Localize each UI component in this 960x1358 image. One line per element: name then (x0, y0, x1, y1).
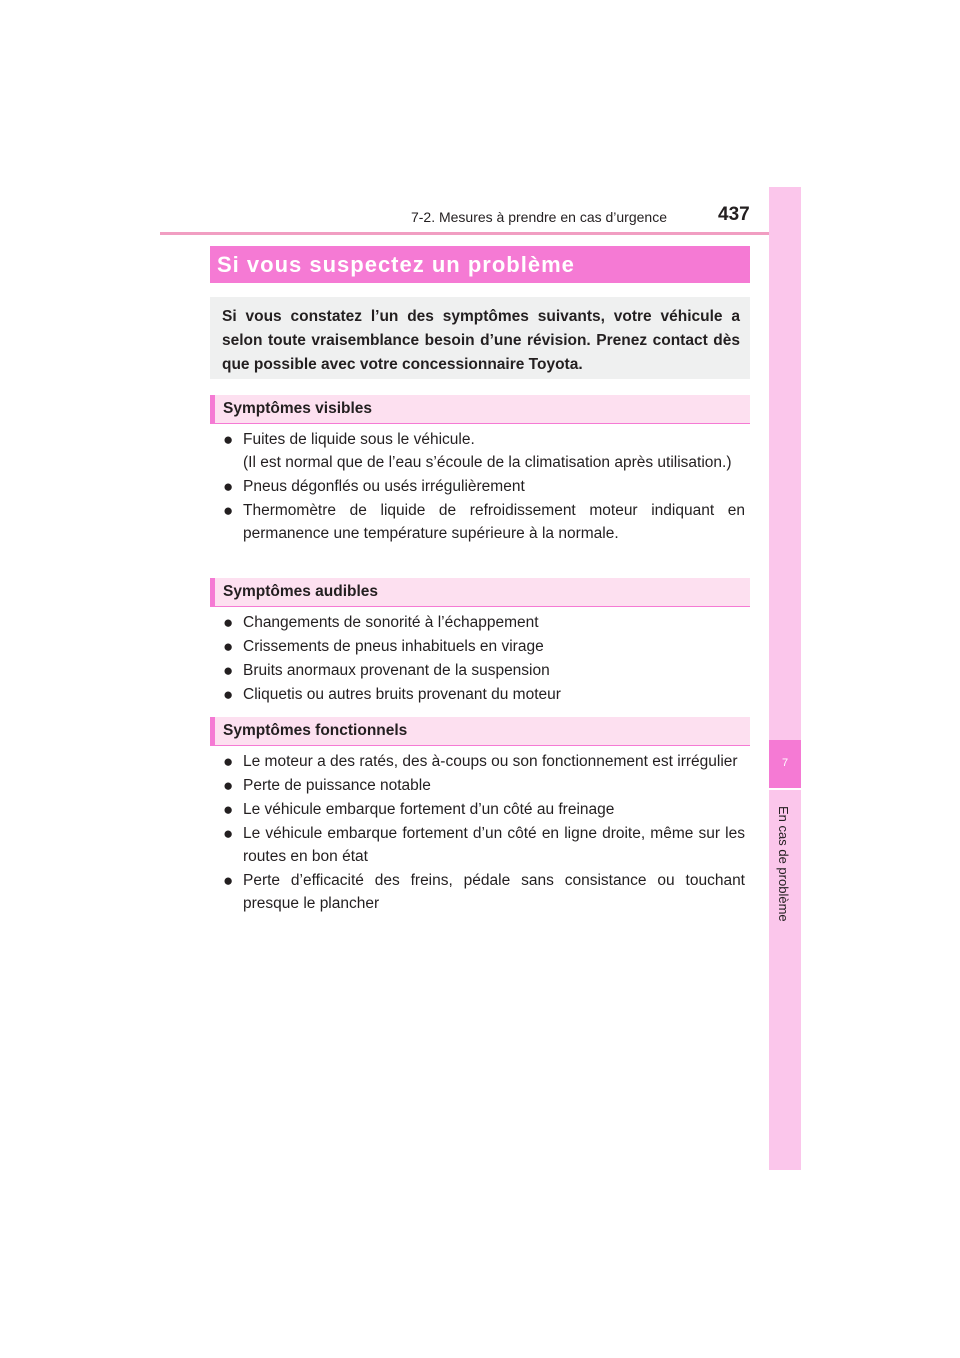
section-heading-label: Symptômes visibles (223, 400, 373, 417)
list-item-text: Perte d’efficacité des freins, pédale sans consistance ou touchant presque le plancher (243, 872, 745, 912)
section-heading-audible (210, 578, 750, 607)
list-item-text: Cliquetis ou autres bruits provenant du moteur (243, 686, 561, 703)
bullet-icon: ● (223, 501, 234, 520)
symptom-list-functional (223, 750, 745, 916)
list-item (223, 428, 745, 474)
section-heading-label: Symptômes audibles (223, 583, 379, 600)
list-item-text: Perte de puissance notable (243, 777, 431, 794)
symptom-list-visible (223, 428, 745, 546)
bullet-icon: ● (223, 685, 234, 704)
list-item (223, 611, 745, 634)
page-number: 437 (718, 204, 750, 225)
intro-text: Si vous constatez l’un des symptômes suivants, votre véhicule a selon toute vraisemblance besoin d’une révision. Prenez contact dès que possible avec votre concessionnaire Toyota. (222, 308, 740, 373)
side-tab-divider (769, 788, 801, 790)
bullet-icon: ● (223, 800, 234, 819)
list-item (223, 798, 745, 821)
list-item-text: Fuites de liquide sous le véhicule. (243, 431, 475, 448)
intro-box (210, 297, 750, 379)
list-item (223, 499, 745, 545)
bullet-icon: ● (223, 871, 234, 890)
list-item-text: Le moteur a des ratés, des à-coups ou son fonctionnement est irrégulier (243, 753, 738, 770)
list-item (223, 659, 745, 682)
bullet-icon: ● (223, 661, 234, 680)
list-item (223, 475, 745, 498)
bullet-icon: ● (223, 430, 234, 449)
bullet-icon: ● (223, 824, 234, 843)
list-item-text: Bruits anormaux provenant de la suspension (243, 662, 550, 679)
list-item-note: (Il est normal que de l’eau s’écoule de la climatisation après utilisation.) (243, 454, 732, 471)
bullet-icon: ● (223, 776, 234, 795)
list-item-text: Le véhicule embarque fortement d’un côté au freinage (243, 801, 615, 818)
symptom-list-audible (223, 611, 745, 707)
list-item (223, 635, 745, 658)
bullet-icon: ● (223, 477, 234, 496)
list-item (223, 683, 745, 706)
bullet-icon: ● (223, 752, 234, 771)
list-item (223, 750, 745, 773)
list-item (223, 822, 745, 868)
running-header: 7-2. Mesures à prendre en cas d’urgence (410, 209, 667, 225)
chapter-title: En cas de problème (776, 806, 791, 922)
page-title: Si vous suspectez un problème (217, 251, 575, 277)
list-item-text: Le véhicule embarque fortement d’un côté en ligne droite, même sur les routes en bon état (243, 825, 745, 865)
section-heading-label: Symptômes fonctionnels (223, 722, 408, 739)
list-item-text: Pneus dégonflés ou usés irrégulièrement (243, 478, 525, 495)
page-title-bar (210, 246, 750, 283)
chapter-side-tab (769, 187, 801, 1170)
bullet-icon: ● (223, 637, 234, 656)
section-heading-visible (210, 395, 750, 424)
bullet-icon: ● (223, 613, 234, 632)
list-item (223, 869, 745, 915)
chapter-number: 7 (781, 757, 789, 769)
list-item (223, 774, 745, 797)
section-heading-functional (210, 717, 750, 746)
list-item-text: Crissements de pneus inhabituels en virage (243, 638, 544, 655)
list-item-text: Changements de sonorité à l’échappement (243, 614, 539, 631)
header-rule (160, 232, 800, 235)
list-item-text: Thermomètre de liquide de refroidissement moteur indiquant en permanence une température supérieure à la normale. (243, 502, 745, 542)
